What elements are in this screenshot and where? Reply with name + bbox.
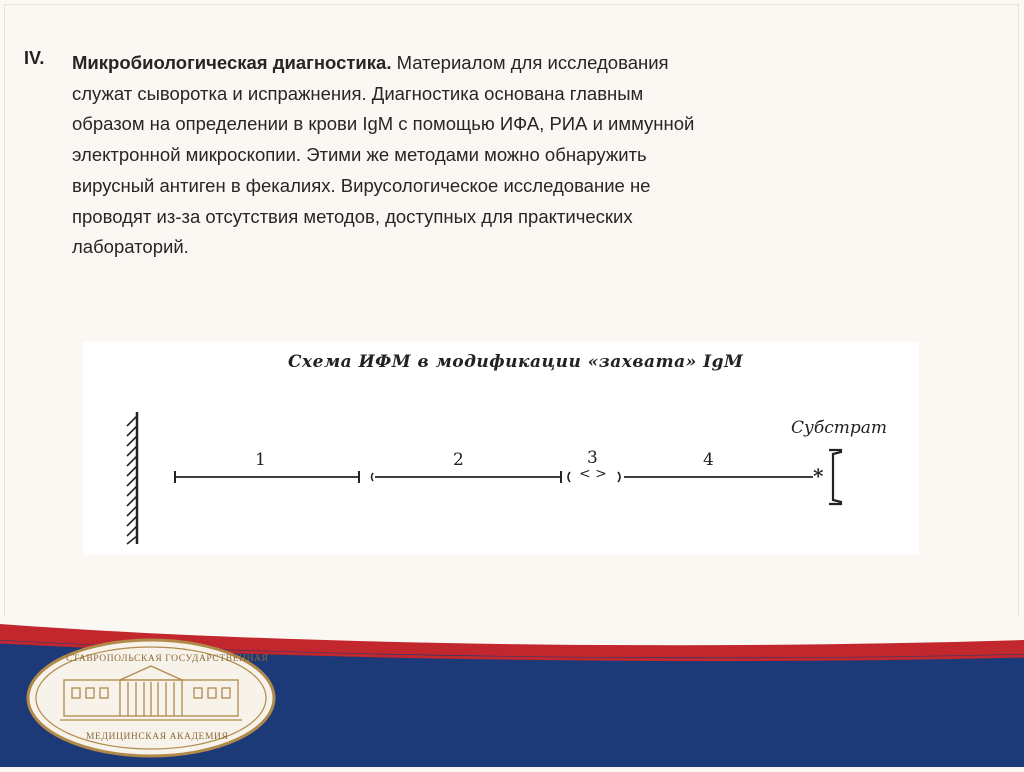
wall-hatching: [127, 416, 137, 544]
para-line-3: образом на определении в крови IgM с помощью ИФА, РИА и иммунной: [72, 113, 695, 135]
para-line-7: лабораторий.: [72, 236, 189, 258]
section-number: IV.: [24, 48, 45, 68]
substrate-bracket: [829, 450, 841, 504]
para-line-1: Материалом для исследования: [391, 52, 669, 73]
section-paragraph: [72, 48, 842, 263]
logo-bottom-text: МЕДИЦИНСКАЯ АКАДЕМИЯ: [86, 732, 229, 742]
antigen-left-bracket: [568, 472, 570, 482]
para-line-5: вирусный антиген в фекалиях. Вирусологическое исследование не: [72, 174, 651, 196]
antigen-arrows: < >: [579, 466, 607, 482]
scheme-diagram: [83, 342, 919, 555]
antigen-right-bracket: [618, 472, 620, 482]
segment-2-start-bracket: [372, 473, 374, 481]
label-1: 1: [255, 450, 266, 470]
logo-top-text: СТАВРОПОЛЬСКАЯ ГОСУДАРСТВЕННАЯ: [66, 654, 269, 664]
para-line-4: электронной микроскопии. Этими же методами можно обнаружить: [72, 144, 647, 166]
footer-band: [0, 616, 1024, 767]
para-line-2: служат сыворотка и испражнения. Диагностика основана главным: [72, 82, 644, 104]
enzyme-star: *: [813, 464, 824, 488]
section-heading: Микробиологическая диагностика.: [72, 52, 392, 73]
figure-title: Схема ИФМ в модификации «захвата» IgM: [288, 352, 744, 372]
footer-graphic: [0, 616, 1024, 767]
label-2: 2: [453, 450, 464, 470]
ifm-scheme-figure: [83, 342, 919, 555]
label-3: 3: [587, 448, 598, 468]
label-4: 4: [703, 450, 714, 470]
para-line-6: проводят из-за отсутствия методов, доступных для практических: [72, 205, 633, 227]
label-substrate: Субстрат: [791, 418, 888, 438]
